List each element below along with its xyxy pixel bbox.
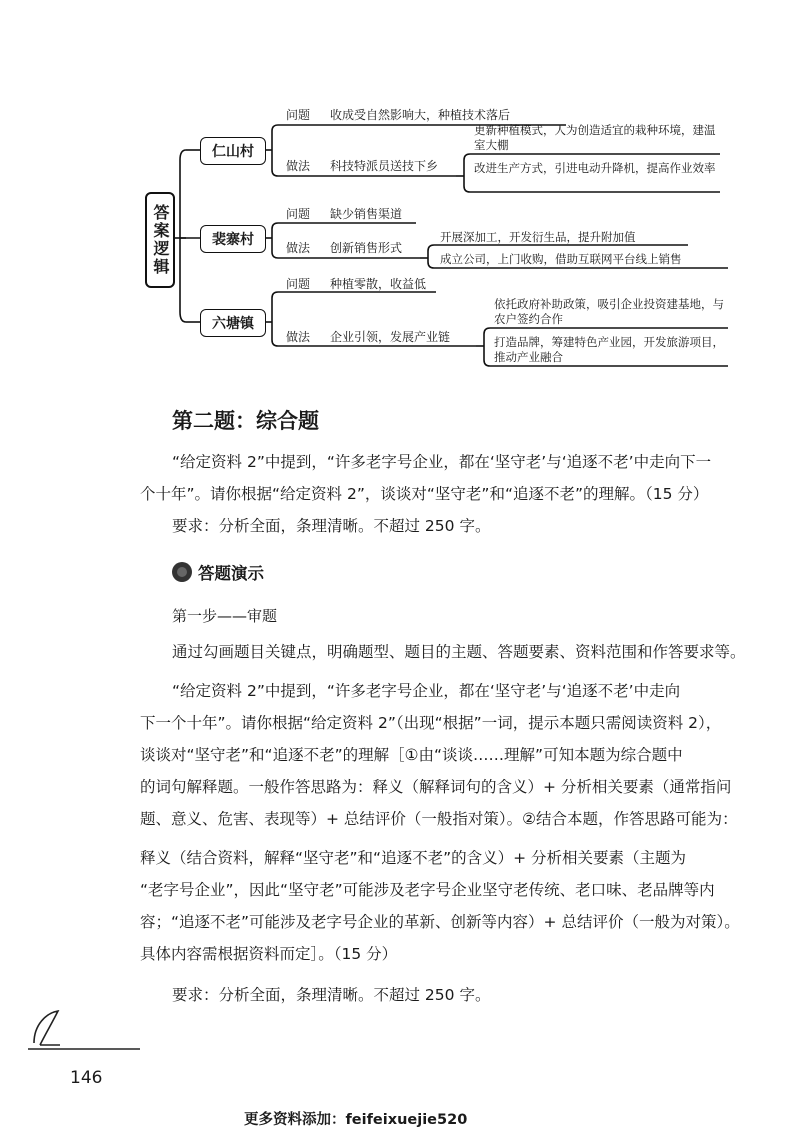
problem-text: 缺少销售渠道 — [330, 207, 403, 221]
village-name: 仁山村 — [212, 144, 254, 160]
problem-text: 种植零散，收益低 — [330, 277, 427, 291]
problem-label: 问题 — [286, 207, 311, 221]
question-text-line: “给定资料 2”中提到，“许多老字号企业，都在‘坚守老’与‘追逐不老’中走向下一 — [172, 453, 712, 471]
method-text: 企业引领，发展产业链 — [330, 330, 451, 344]
demo-intro: 通过勾画题目关键点，明确题型、题目的主题、答题要素、资料范围和作答要求等。 — [172, 643, 746, 661]
demo-line: 下一个十年”。请你根据“给定资料 2”（出现“根据”一词，提示本题只需阅读资料 2）， — [140, 714, 722, 732]
mind-map — [0, 0, 800, 390]
result-text: 成立公司，上门收购，借助互联网平台线上销售 — [440, 252, 682, 266]
village-name: 裴寨村 — [212, 232, 254, 248]
problem-label: 问题 — [286, 108, 311, 122]
problem-text: 收成受自然影响大，种植技术落后 — [330, 108, 511, 122]
question-title: 第二题：综合题 — [172, 409, 319, 433]
demo-line: “给定资料 2”中提到，“许多老字号企业，都在‘坚守老’与‘追逐不老’中走向 — [172, 682, 681, 700]
result-text: 打造品牌，筹建特色产业园，开发旅游项目，推动产业融合 — [494, 335, 724, 364]
method-text: 创新销售形式 — [330, 241, 403, 255]
demo-requirement: 要求：分析全面，条理清晰。不超过 250 字。 — [172, 986, 491, 1004]
result-text: 更新种植模式，人为创造适宜的栽种环境，建温室大棚 — [474, 123, 716, 152]
demo-heading — [172, 560, 264, 584]
bullet-circle-icon — [172, 562, 192, 582]
step-title: 第一步——审题 — [172, 607, 278, 625]
village-node-liutang — [200, 309, 266, 337]
demo-line: 谈谈对“坚守老”和“追逐不老”的理解［①由“谈谈……理解”可知本题为综合题中 — [140, 746, 683, 764]
method-label: 做法 — [286, 159, 311, 173]
result-text: 依托政府补助政策，吸引企业投资建基地，与农户签约合作 — [494, 297, 724, 326]
question-requirement: 要求：分析全面，条理清晰。不超过 250 字。 — [172, 517, 491, 535]
village-node-peizhai — [200, 225, 266, 253]
method-text: 科技特派员送技下乡 — [330, 159, 439, 173]
demo-line: “老字号企业”，因此“坚守老”可能涉及老字号企业坚守老传统、老口味、老品牌等内 — [140, 881, 715, 899]
mind-map-root — [145, 192, 175, 288]
demo-line: 的词句解释题。一般作答思路为：释义（解释词句的含义）+ 分析相关要素（通常指问 — [140, 778, 732, 796]
result-text: 改进生产方式，引进电动升降机，提高作业效率 — [474, 161, 716, 175]
root-label: 答案逻辑 — [151, 204, 170, 276]
village-name: 六塘镇 — [212, 316, 254, 332]
quill-pen-icon — [24, 1005, 144, 1053]
demo-line: 具体内容需根据资料而定］。（15 分） — [140, 945, 398, 963]
problem-label: 问题 — [286, 277, 311, 291]
question-text-line: 个十年”。请你根据“给定资料 2”，谈谈对“坚守老”和“追逐不老”的理解。（15 分） — [140, 485, 709, 503]
demo-line: 容；“追逐不老”可能涉及老字号企业的革新、创新等内容）+ 总结评价（一般为对策）。 — [140, 913, 740, 931]
demo-line: 题、意义、危害、表现等）+ 总结评价（一般指对策）。②结合本题，作答思路可能为： — [140, 810, 738, 828]
result-text: 开展深加工，开发衍生品，提升附加值 — [440, 230, 636, 244]
page-number: 146 — [70, 1068, 103, 1088]
method-label: 做法 — [286, 241, 311, 255]
village-node-renshan — [200, 137, 266, 165]
demo-line: 释义（结合资料，解释“坚守老”和“追逐不老”的含义）+ 分析相关要素（主题为 — [140, 849, 687, 867]
footer-text: 更多资料添加：feifeixuejie520 — [244, 1112, 468, 1128]
method-label: 做法 — [286, 330, 311, 344]
demo-heading-label: 答题演示 — [198, 564, 264, 583]
